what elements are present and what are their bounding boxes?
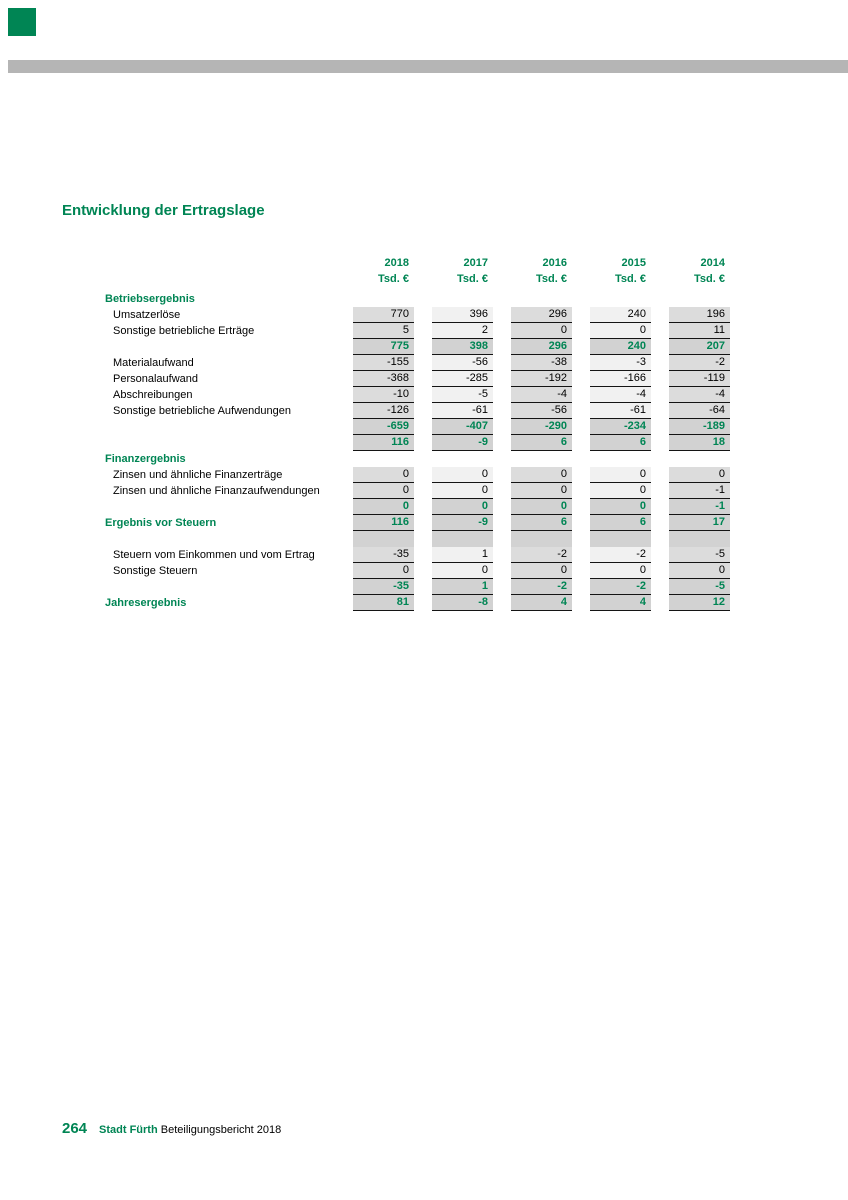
value-cell: -659 bbox=[353, 419, 414, 435]
value-cell bbox=[590, 291, 651, 307]
value-cell: -234 bbox=[590, 419, 651, 435]
value-cell: 0 bbox=[432, 483, 493, 499]
table-row-subtotal bbox=[105, 499, 730, 515]
value-cell: 0 bbox=[353, 483, 414, 499]
table-row-total bbox=[105, 595, 730, 611]
value-cell: 0 bbox=[511, 323, 572, 339]
table-row-item bbox=[105, 547, 730, 563]
value-cell: 0 bbox=[432, 467, 493, 483]
value-cell bbox=[590, 531, 651, 547]
year-header-2016: 2016 bbox=[542, 256, 567, 269]
value-cell: -4 bbox=[669, 387, 730, 403]
value-cell: 0 bbox=[511, 499, 572, 515]
row-label: Betriebsergebnis bbox=[105, 292, 195, 305]
page-title: Entwicklung der Ertragslage bbox=[62, 202, 265, 219]
value-cell: 775 bbox=[353, 339, 414, 355]
value-cell: -9 bbox=[432, 515, 493, 531]
value-cell bbox=[669, 291, 730, 307]
row-label bbox=[105, 435, 335, 451]
row-label: Ergebnis vor Steuern bbox=[105, 516, 217, 529]
value-cell: 0 bbox=[590, 467, 651, 483]
value-cell: 6 bbox=[590, 515, 651, 531]
value-cell: 18 bbox=[669, 435, 730, 451]
table-row-item bbox=[105, 483, 730, 499]
header-label-spacer bbox=[105, 271, 335, 287]
value-cell: 5 bbox=[353, 323, 414, 339]
row-label: Abschreibungen bbox=[113, 388, 193, 401]
value-cell: 0 bbox=[511, 563, 572, 579]
value-cell: 0 bbox=[590, 563, 651, 579]
value-cell: 6 bbox=[511, 435, 572, 451]
value-cell: -8 bbox=[432, 595, 493, 611]
brand-corner-square bbox=[8, 8, 36, 36]
table-body bbox=[105, 291, 730, 611]
year-header-2014: 2014 bbox=[700, 256, 725, 269]
page-number: 264 bbox=[62, 1120, 88, 1137]
table-row-item bbox=[105, 563, 730, 579]
table-row-subtotal bbox=[105, 339, 730, 355]
value-cell bbox=[669, 451, 730, 467]
row-label: Steuern vom Einkommen und vom Ertrag bbox=[113, 548, 315, 561]
row-label: Jahresergebnis bbox=[105, 596, 187, 609]
value-cell: 17 bbox=[669, 515, 730, 531]
value-cell: 0 bbox=[590, 499, 651, 515]
value-cell bbox=[432, 451, 493, 467]
value-cell: 0 bbox=[511, 483, 572, 499]
row-label: Sonstige betriebliche Erträge bbox=[113, 324, 255, 337]
value-cell: 6 bbox=[511, 515, 572, 531]
table-row-item bbox=[105, 323, 730, 339]
value-cell bbox=[511, 291, 572, 307]
value-cell bbox=[353, 531, 414, 547]
value-cell: 1 bbox=[432, 579, 493, 595]
value-cell: -285 bbox=[432, 371, 493, 387]
table-row-item bbox=[105, 387, 730, 403]
year-header-2017: 2017 bbox=[463, 256, 488, 269]
value-cell: 296 bbox=[511, 339, 572, 355]
value-cell: -4 bbox=[590, 387, 651, 403]
value-cell: -64 bbox=[669, 403, 730, 419]
value-cell: -9 bbox=[432, 435, 493, 451]
table-row-spacer bbox=[105, 531, 730, 547]
table-row-item bbox=[105, 307, 730, 323]
value-cell: 6 bbox=[590, 435, 651, 451]
page-footer bbox=[62, 1120, 281, 1137]
year-header-2018: 2018 bbox=[384, 256, 409, 269]
value-cell: 0 bbox=[511, 467, 572, 483]
value-cell: -61 bbox=[432, 403, 493, 419]
value-cell: -407 bbox=[432, 419, 493, 435]
value-cell: -5 bbox=[669, 579, 730, 595]
row-label bbox=[105, 419, 335, 435]
footer-text bbox=[99, 1124, 281, 1136]
table-row-item bbox=[105, 403, 730, 419]
value-cell: 0 bbox=[590, 483, 651, 499]
value-cell: 0 bbox=[432, 563, 493, 579]
table-row-item bbox=[105, 467, 730, 483]
value-cell: 116 bbox=[353, 515, 414, 531]
value-cell: 4 bbox=[590, 595, 651, 611]
unit-header: Tsd. € bbox=[378, 272, 409, 285]
value-cell: -56 bbox=[432, 355, 493, 371]
value-cell: -4 bbox=[511, 387, 572, 403]
table-row-item bbox=[105, 355, 730, 371]
header-divider-bar bbox=[8, 60, 848, 73]
header-label-spacer bbox=[105, 255, 335, 271]
value-cell: 116 bbox=[353, 435, 414, 451]
row-label: Sonstige Steuern bbox=[113, 564, 198, 577]
value-cell: 2 bbox=[432, 323, 493, 339]
value-cell: 0 bbox=[432, 499, 493, 515]
value-cell: -290 bbox=[511, 419, 572, 435]
value-cell: -192 bbox=[511, 371, 572, 387]
row-label: Materialaufwand bbox=[113, 356, 194, 369]
value-cell: 398 bbox=[432, 339, 493, 355]
table-row-item bbox=[105, 371, 730, 387]
year-header-2015: 2015 bbox=[621, 256, 646, 269]
value-cell: 196 bbox=[669, 307, 730, 323]
value-cell: -2 bbox=[511, 547, 572, 563]
row-label bbox=[105, 339, 335, 355]
value-cell: -38 bbox=[511, 355, 572, 371]
value-cell: 0 bbox=[353, 499, 414, 515]
row-label: Sonstige betriebliche Aufwendungen bbox=[113, 404, 291, 417]
row-label bbox=[105, 531, 335, 547]
value-cell: -35 bbox=[353, 579, 414, 595]
value-cell: 1 bbox=[432, 547, 493, 563]
unit-header: Tsd. € bbox=[694, 272, 725, 285]
value-cell: -126 bbox=[353, 403, 414, 419]
value-cell bbox=[353, 451, 414, 467]
value-cell: -119 bbox=[669, 371, 730, 387]
value-cell: 11 bbox=[669, 323, 730, 339]
value-cell bbox=[432, 291, 493, 307]
unit-header: Tsd. € bbox=[536, 272, 567, 285]
value-cell: 296 bbox=[511, 307, 572, 323]
value-cell: 4 bbox=[511, 595, 572, 611]
value-cell bbox=[511, 531, 572, 547]
row-label: Zinsen und ähnliche Finanzerträge bbox=[113, 468, 283, 481]
value-cell: -189 bbox=[669, 419, 730, 435]
value-cell: -1 bbox=[669, 499, 730, 515]
value-cell: 396 bbox=[432, 307, 493, 323]
value-cell: 81 bbox=[353, 595, 414, 611]
table-row-subtotal bbox=[105, 419, 730, 435]
value-cell: -2 bbox=[669, 355, 730, 371]
value-cell: -1 bbox=[669, 483, 730, 499]
value-cell: 0 bbox=[669, 563, 730, 579]
row-label: Personalaufwand bbox=[113, 372, 199, 385]
value-cell bbox=[511, 451, 572, 467]
value-cell: -5 bbox=[669, 547, 730, 563]
value-cell: -2 bbox=[590, 547, 651, 563]
table-row-subtotal bbox=[105, 579, 730, 595]
row-label: Finanzergebnis bbox=[105, 452, 186, 465]
value-cell: 12 bbox=[669, 595, 730, 611]
footer-report-title: Beteiligungsbericht 2018 bbox=[160, 1124, 282, 1136]
value-cell: -3 bbox=[590, 355, 651, 371]
value-cell: -2 bbox=[590, 579, 651, 595]
row-label: Umsatzerlöse bbox=[113, 308, 181, 321]
value-cell: 207 bbox=[669, 339, 730, 355]
table-year-header-row bbox=[105, 255, 730, 271]
value-cell: -2 bbox=[511, 579, 572, 595]
value-cell: -368 bbox=[353, 371, 414, 387]
row-label: Zinsen und ähnliche Finanzaufwendungen bbox=[113, 484, 320, 497]
value-cell: -166 bbox=[590, 371, 651, 387]
unit-header: Tsd. € bbox=[615, 272, 646, 285]
value-cell: -10 bbox=[353, 387, 414, 403]
value-cell bbox=[432, 531, 493, 547]
value-cell: 0 bbox=[590, 323, 651, 339]
table-unit-header-row bbox=[105, 271, 730, 287]
value-cell: -35 bbox=[353, 547, 414, 563]
value-cell: -61 bbox=[590, 403, 651, 419]
value-cell: 0 bbox=[669, 467, 730, 483]
value-cell: -155 bbox=[353, 355, 414, 371]
table-row-total bbox=[105, 515, 730, 531]
value-cell: 0 bbox=[353, 467, 414, 483]
row-label bbox=[105, 499, 335, 515]
value-cell: 770 bbox=[353, 307, 414, 323]
footer-brand: Stadt Fürth bbox=[99, 1124, 158, 1136]
value-cell bbox=[669, 531, 730, 547]
value-cell: -56 bbox=[511, 403, 572, 419]
unit-header: Tsd. € bbox=[457, 272, 488, 285]
value-cell: -5 bbox=[432, 387, 493, 403]
table-row-subtotal bbox=[105, 435, 730, 451]
value-cell: 240 bbox=[590, 307, 651, 323]
earnings-table bbox=[105, 255, 730, 611]
value-cell: 0 bbox=[353, 563, 414, 579]
value-cell bbox=[353, 291, 414, 307]
table-row-section bbox=[105, 291, 730, 307]
value-cell: 240 bbox=[590, 339, 651, 355]
table-row-section bbox=[105, 451, 730, 467]
row-label bbox=[105, 579, 335, 595]
value-cell bbox=[590, 451, 651, 467]
